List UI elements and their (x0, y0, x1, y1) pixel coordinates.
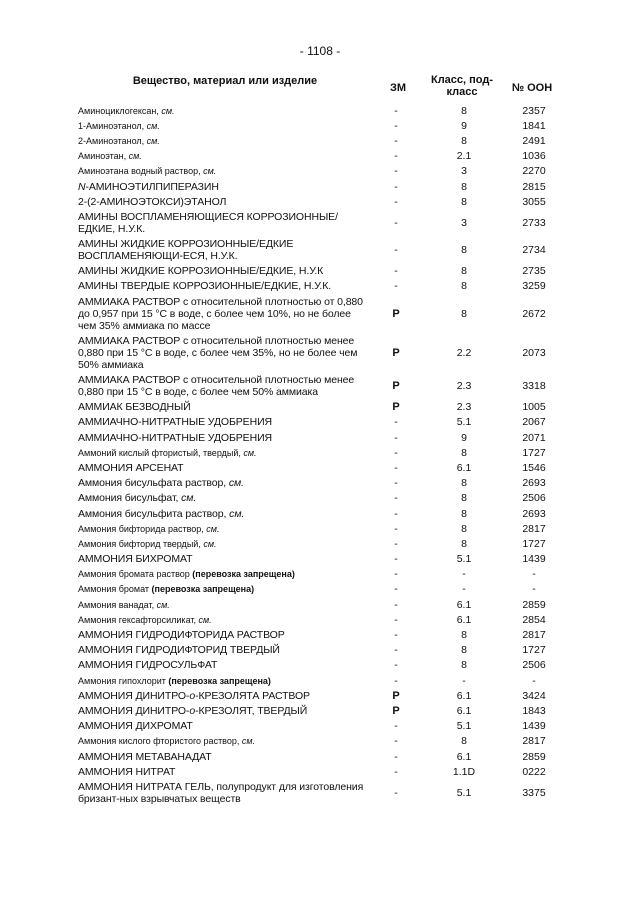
table-row (0, 673, 640, 688)
substance-cell (78, 629, 366, 641)
substance-text: Аммония бифторида раствор, (78, 523, 207, 534)
table-row (0, 552, 640, 567)
class-cell: 8 (461, 134, 467, 147)
substance-cell (78, 211, 366, 235)
substance-text: АММОНИЯ ГИДРОСУЛЬФАТ (78, 659, 218, 672)
class-cell: 5.1 (456, 416, 472, 429)
un-number-cell: 3375 (522, 786, 546, 799)
substance-cell (78, 120, 366, 132)
substance-cell (78, 675, 366, 687)
un-number-cell: 1843 (522, 704, 546, 717)
zm-cell: - (394, 507, 398, 520)
class-cell: 2.3 (456, 401, 472, 414)
un-number-cell: 2817 (522, 735, 546, 748)
table-row (0, 179, 640, 194)
substance-text: АММИАЧНО-НИТРАТНЫЕ УДОБРЕНИЯ (78, 416, 272, 429)
table-row (0, 279, 640, 294)
zm-cell: - (394, 674, 398, 687)
class-cell: 3 (461, 165, 467, 178)
substance-cell (78, 766, 366, 778)
table-row (0, 521, 640, 536)
table-row (0, 460, 640, 475)
table-row (0, 734, 640, 749)
substance-cell (78, 583, 366, 595)
zm-cell: - (394, 659, 398, 672)
substance-cell (78, 135, 366, 147)
zm-cell: - (394, 265, 398, 278)
class-cell: 8 (461, 629, 467, 642)
substance-cell (78, 659, 366, 671)
zm-cell: P (392, 401, 400, 414)
substance-text: Аммония гипохлорит (78, 675, 169, 686)
class-cell: 5.1 (456, 786, 472, 799)
substance-cell (78, 644, 366, 656)
class-cell: 3 (461, 216, 467, 229)
class-cell: 1.1D (452, 765, 476, 778)
substance-text: см. (243, 447, 257, 458)
substance-cell (78, 105, 366, 117)
table-row (0, 658, 640, 673)
substance-cell (78, 553, 366, 565)
un-number-cell: 2491 (522, 134, 546, 147)
class-cell: 6.1 (456, 598, 472, 611)
page-number: - 1108 - (299, 44, 341, 58)
table-row (0, 703, 640, 718)
class-cell: - (462, 674, 466, 687)
substance-text: см. (181, 492, 197, 505)
table-row (0, 643, 640, 658)
substance-cell (78, 462, 366, 474)
class-cell: 8 (461, 507, 467, 520)
un-number-cell: 2270 (522, 165, 546, 178)
un-number-cell: 1727 (522, 644, 546, 657)
substance-cell (78, 751, 366, 763)
substance-text: Аммония кислого фтористого раствор, (78, 736, 242, 747)
substance-text: Аминоциклогексан, (78, 105, 162, 116)
substance-text: АММОНИЯ НИТРАТА ГЕЛЬ, полупродукт для изготовления бризант-ных взрывчатых веществ (78, 780, 364, 805)
zm-cell: - (394, 644, 398, 657)
zm-cell: - (394, 735, 398, 748)
zm-cell: - (394, 446, 398, 459)
un-number-cell: 2815 (522, 180, 546, 193)
un-number-cell: 2357 (522, 104, 546, 117)
class-cell: 8 (461, 180, 467, 193)
substance-cell (78, 335, 366, 371)
zm-cell: - (394, 244, 398, 257)
un-number-cell: 1546 (522, 461, 546, 474)
zm-cell: - (394, 216, 398, 229)
substance-cell (78, 568, 366, 580)
class-cell: 8 (461, 446, 467, 459)
substance-text: см. (146, 135, 160, 146)
un-number-cell: 1841 (522, 119, 546, 132)
un-number-cell: 2693 (522, 477, 546, 490)
substance-text: см. (128, 151, 142, 162)
substance-text: Аммония бифторид твердый, (78, 538, 204, 549)
table-row (0, 194, 640, 209)
zm-cell: - (394, 750, 398, 763)
table-row (0, 612, 640, 627)
substance-text: Аммония бисульфита раствор, (78, 507, 230, 520)
un-number-cell: 2067 (522, 416, 546, 429)
substance-text: Аммония бисульфат, (78, 492, 182, 505)
table-row (0, 445, 640, 460)
substance-text: о (189, 704, 196, 717)
substance-cell (78, 614, 366, 626)
substance-text: АММОНИЯ ДИНИТРО- (78, 689, 190, 702)
substance-text: Аммоний кислый фтористый, твердый, (78, 447, 244, 458)
substance-text: о (189, 689, 196, 702)
table-row (0, 688, 640, 703)
un-number-cell: 2071 (522, 431, 546, 444)
zm-cell: - (394, 134, 398, 147)
zm-cell: - (394, 598, 398, 611)
substance-text: см. (156, 599, 170, 610)
table-row (0, 719, 640, 734)
zm-cell: - (394, 537, 398, 550)
substance-cell (78, 165, 366, 177)
un-number-cell: 2073 (522, 346, 546, 359)
class-cell: 9 (461, 119, 467, 132)
substance-cell (78, 181, 366, 193)
table-row (0, 491, 640, 506)
zm-cell: - (394, 720, 398, 733)
substance-text: АММОНИЯ ДИХРОМАТ (78, 720, 193, 733)
class-cell: 8 (461, 307, 467, 320)
un-number-cell: 2859 (522, 598, 546, 611)
substance-cell (78, 150, 366, 162)
zm-cell: - (394, 461, 398, 474)
class-cell: 5.1 (456, 720, 472, 733)
un-number-cell: 3318 (522, 380, 546, 393)
substance-text: АММИАКА РАСТВОР с относительной плотностью от 0,880 до 0,957 при 15 °С в воде, с более чем 10%, но не более чем 35% аммиака по массе (78, 295, 363, 332)
zm-cell: - (394, 431, 398, 444)
un-number-cell: 2672 (522, 307, 546, 320)
zm-cell: P (392, 380, 400, 393)
class-cell: 6.1 (456, 461, 472, 474)
header-zm: ЗМ (389, 82, 407, 94)
un-number-cell: 2734 (522, 244, 546, 257)
substance-text: см. (161, 105, 175, 116)
substance-cell (78, 401, 366, 413)
substance-text: см. (146, 120, 160, 131)
table-row (0, 164, 640, 179)
class-cell: 2.1 (456, 150, 472, 163)
substance-cell (78, 296, 366, 332)
un-number-cell: 3259 (522, 280, 546, 293)
table-row (0, 415, 640, 430)
table-row (0, 749, 640, 764)
substance-text: АММИАК БЕЗВОДНЫЙ (78, 401, 191, 414)
table-row (0, 372, 640, 399)
substance-cell (78, 432, 366, 444)
substance-text: -КРЕЗОЛЯТА РАСТВОР (195, 689, 310, 702)
substance-text: см. (228, 477, 244, 490)
class-cell: 6.1 (456, 613, 472, 626)
un-number-cell: - (532, 568, 536, 581)
substance-text: N (78, 180, 86, 193)
substance-text: Аминоэтана водный раствор, (78, 166, 204, 177)
class-cell: 8 (461, 735, 467, 748)
un-number-cell: 2817 (522, 522, 546, 535)
substance-text: АММОНИЯ БИХРОМАТ (78, 553, 193, 566)
substance-text: 1-Аминоэтанол, (78, 120, 147, 131)
class-cell: 8 (461, 244, 467, 257)
table-row (0, 118, 640, 133)
class-cell: 8 (461, 659, 467, 672)
substance-text: см. (203, 538, 217, 549)
table-row (0, 333, 640, 372)
substance-text: АММИАКА РАСТВОР с относительной плотностью менее 0,880 при 15 °С в воде, с более чем 50% аммиака (78, 374, 355, 399)
substance-text: см. (241, 736, 256, 747)
substance-text: АМИНЫ ВОСПЛАМЕНЯЮЩИЕСЯ КОРРОЗИОННЫЕ/ЕДКИЕ, Н.У.К. (78, 210, 338, 235)
zm-cell: P (392, 346, 400, 359)
zm-cell: P (392, 704, 400, 717)
substance-text: 2-Аминоэтанол, (78, 135, 147, 146)
zm-cell: - (394, 583, 398, 596)
table-row (0, 597, 640, 612)
substance-text: (перевозка запрещена) (168, 675, 271, 686)
substance-text: см. (203, 166, 217, 177)
un-number-cell: 3424 (522, 689, 546, 702)
un-number-cell: 1036 (522, 150, 546, 163)
zm-cell: - (394, 195, 398, 208)
un-number-cell: 2506 (522, 492, 546, 505)
un-number-cell: 2817 (522, 629, 546, 642)
substance-cell (78, 447, 366, 459)
zm-cell: - (394, 416, 398, 429)
zm-cell: - (394, 613, 398, 626)
substance-cell (78, 735, 366, 747)
substance-text: см. (206, 523, 220, 534)
class-cell: - (462, 568, 466, 581)
substance-text: АММОНИЯ ДИНИТРО- (78, 704, 190, 717)
zm-cell: - (394, 477, 398, 490)
substance-cell (78, 508, 366, 520)
un-number-cell: 2854 (522, 613, 546, 626)
un-number-cell: 0222 (522, 765, 546, 778)
substance-text: см. (229, 507, 245, 520)
substance-text: (перевозка запрещена) (151, 584, 255, 595)
substance-text: АММОНИЯ АРСЕНАТ (78, 461, 184, 474)
un-number-cell: - (532, 583, 536, 596)
substance-text: АММОНИЯ НИТРАТ (78, 765, 176, 778)
class-cell: 8 (461, 265, 467, 278)
un-number-cell: 1727 (522, 537, 546, 550)
header-class: Класс, под- класс (430, 74, 494, 98)
zm-cell: - (394, 522, 398, 535)
table-row (0, 779, 640, 806)
substance-cell (78, 416, 366, 428)
zm-cell: - (394, 119, 398, 132)
zm-cell: - (394, 104, 398, 117)
substance-cell (78, 599, 366, 611)
zm-cell: - (394, 492, 398, 505)
class-cell: 8 (461, 477, 467, 490)
substance-text: АММИАКА РАСТВОР с относительной плотностью менее 0,880 при 15 °С в воде, с более чем 35%, но не более чем 50% аммиака (78, 334, 358, 371)
substance-text: -АМИНОЭТИЛПИПЕРАЗИН (85, 180, 219, 193)
table-row (0, 582, 640, 597)
zm-cell: - (394, 280, 398, 293)
table-row (0, 567, 640, 582)
substance-text: АММОНИЯ ГИДРОДИФТОРИДА РАСТВОР (78, 629, 285, 642)
substance-text: АМИНЫ ЖИДКИЕ КОРРОЗИОННЫЕ/ЕДКИЕ, Н.У.К (78, 265, 324, 278)
zm-cell: - (394, 150, 398, 163)
substance-text: АМИНЫ ЖИДКИЕ КОРРОЗИОННЫЕ/ЕДКИЕ ВОСПЛАМЕНЯЮЩИ-ЕСЯ, Н.У.К. (78, 238, 294, 263)
table-row (0, 476, 640, 491)
zm-cell: - (394, 629, 398, 642)
substance-cell (78, 477, 366, 489)
un-number-cell: 1727 (522, 446, 546, 459)
un-number-cell: 1439 (522, 553, 546, 566)
substance-text: (перевозка запрещена) (192, 569, 295, 580)
un-number-cell: 2859 (522, 750, 546, 763)
zm-cell: - (394, 165, 398, 178)
un-number-cell: 1439 (522, 720, 546, 733)
substance-text: АММОНИЯ ГИДРОДИФТОРИД ТВЕРДЫЙ (78, 644, 280, 657)
substance-text: 2-(2-АМИНОЭТОКСИ)ЭТАНОЛ (78, 195, 227, 208)
substance-text: Аммония бромат (78, 584, 152, 595)
substance-text: Аммония гексафторсиликат, (78, 614, 199, 625)
table-row (0, 400, 640, 415)
substance-text: АМИНЫ ТВЕРДЫЕ КОРРОЗИОННЫЕ/ЕДКИЕ, Н.У.К. (78, 280, 332, 293)
class-cell: 8 (461, 104, 467, 117)
class-cell: 6.1 (456, 704, 472, 717)
table-row (0, 536, 640, 551)
table-row (0, 209, 640, 236)
class-cell: 6.1 (456, 750, 472, 763)
class-cell: 8 (461, 492, 467, 505)
un-number-cell: 3055 (522, 195, 546, 208)
table-row (0, 237, 640, 264)
table-row (0, 103, 640, 118)
class-cell: 8 (461, 644, 467, 657)
un-number-cell: 2733 (522, 216, 546, 229)
dangerous-goods-table (0, 103, 640, 807)
zm-cell: - (394, 765, 398, 778)
class-cell: - (462, 583, 466, 596)
substance-text: АММИАЧНО-НИТРАТНЫЕ УДОБРЕНИЯ (78, 431, 272, 444)
un-number-cell: - (532, 674, 536, 687)
class-cell: 8 (461, 195, 467, 208)
class-cell: 2.3 (456, 380, 472, 393)
header-substance: Вещество, материал или изделие (132, 75, 318, 87)
substance-cell (78, 238, 366, 262)
substance-text: Аммония бромата раствор (78, 569, 193, 580)
table-row (0, 149, 640, 164)
header-un-number: № ООН (511, 82, 553, 94)
class-cell: 8 (461, 522, 467, 535)
substance-cell (78, 720, 366, 732)
un-number-cell: 2693 (522, 507, 546, 520)
table-row (0, 764, 640, 779)
zm-cell: - (394, 786, 398, 799)
table-row (0, 294, 640, 333)
table-row (0, 627, 640, 642)
class-cell: 9 (461, 431, 467, 444)
substance-text: АММОНИЯ МЕТАВАНАДАТ (78, 750, 212, 763)
table-row (0, 430, 640, 445)
substance-cell (78, 690, 366, 702)
substance-cell (78, 265, 366, 277)
zm-cell: - (394, 553, 398, 566)
class-cell: 8 (461, 537, 467, 550)
zm-cell: P (392, 689, 400, 702)
substance-cell (78, 492, 366, 504)
substance-text: Аминоэтан, (78, 151, 129, 162)
class-cell: 2.2 (456, 346, 472, 359)
un-number-cell: 2506 (522, 659, 546, 672)
class-cell: 5.1 (456, 553, 472, 566)
substance-cell (78, 523, 366, 535)
substance-text: см. (198, 614, 212, 625)
zm-cell: - (394, 180, 398, 193)
un-number-cell: 1005 (522, 401, 546, 414)
zm-cell: - (394, 568, 398, 581)
substance-text: Аммония бисульфата раствор, (78, 477, 229, 490)
substance-text: -КРЕЗОЛЯТ, ТВЕРДЫЙ (195, 704, 308, 717)
substance-cell (78, 538, 366, 550)
substance-cell (78, 280, 366, 292)
table-row (0, 506, 640, 521)
class-cell: 6.1 (456, 689, 472, 702)
zm-cell: P (392, 307, 400, 320)
substance-cell (78, 374, 366, 398)
class-cell: 8 (461, 280, 467, 293)
un-number-cell: 2735 (522, 265, 546, 278)
substance-cell (78, 705, 366, 717)
substance-text: Аммония ванадат, (78, 599, 157, 610)
substance-cell (78, 196, 366, 208)
table-row (0, 264, 640, 279)
table-row (0, 133, 640, 148)
substance-cell (78, 781, 366, 805)
